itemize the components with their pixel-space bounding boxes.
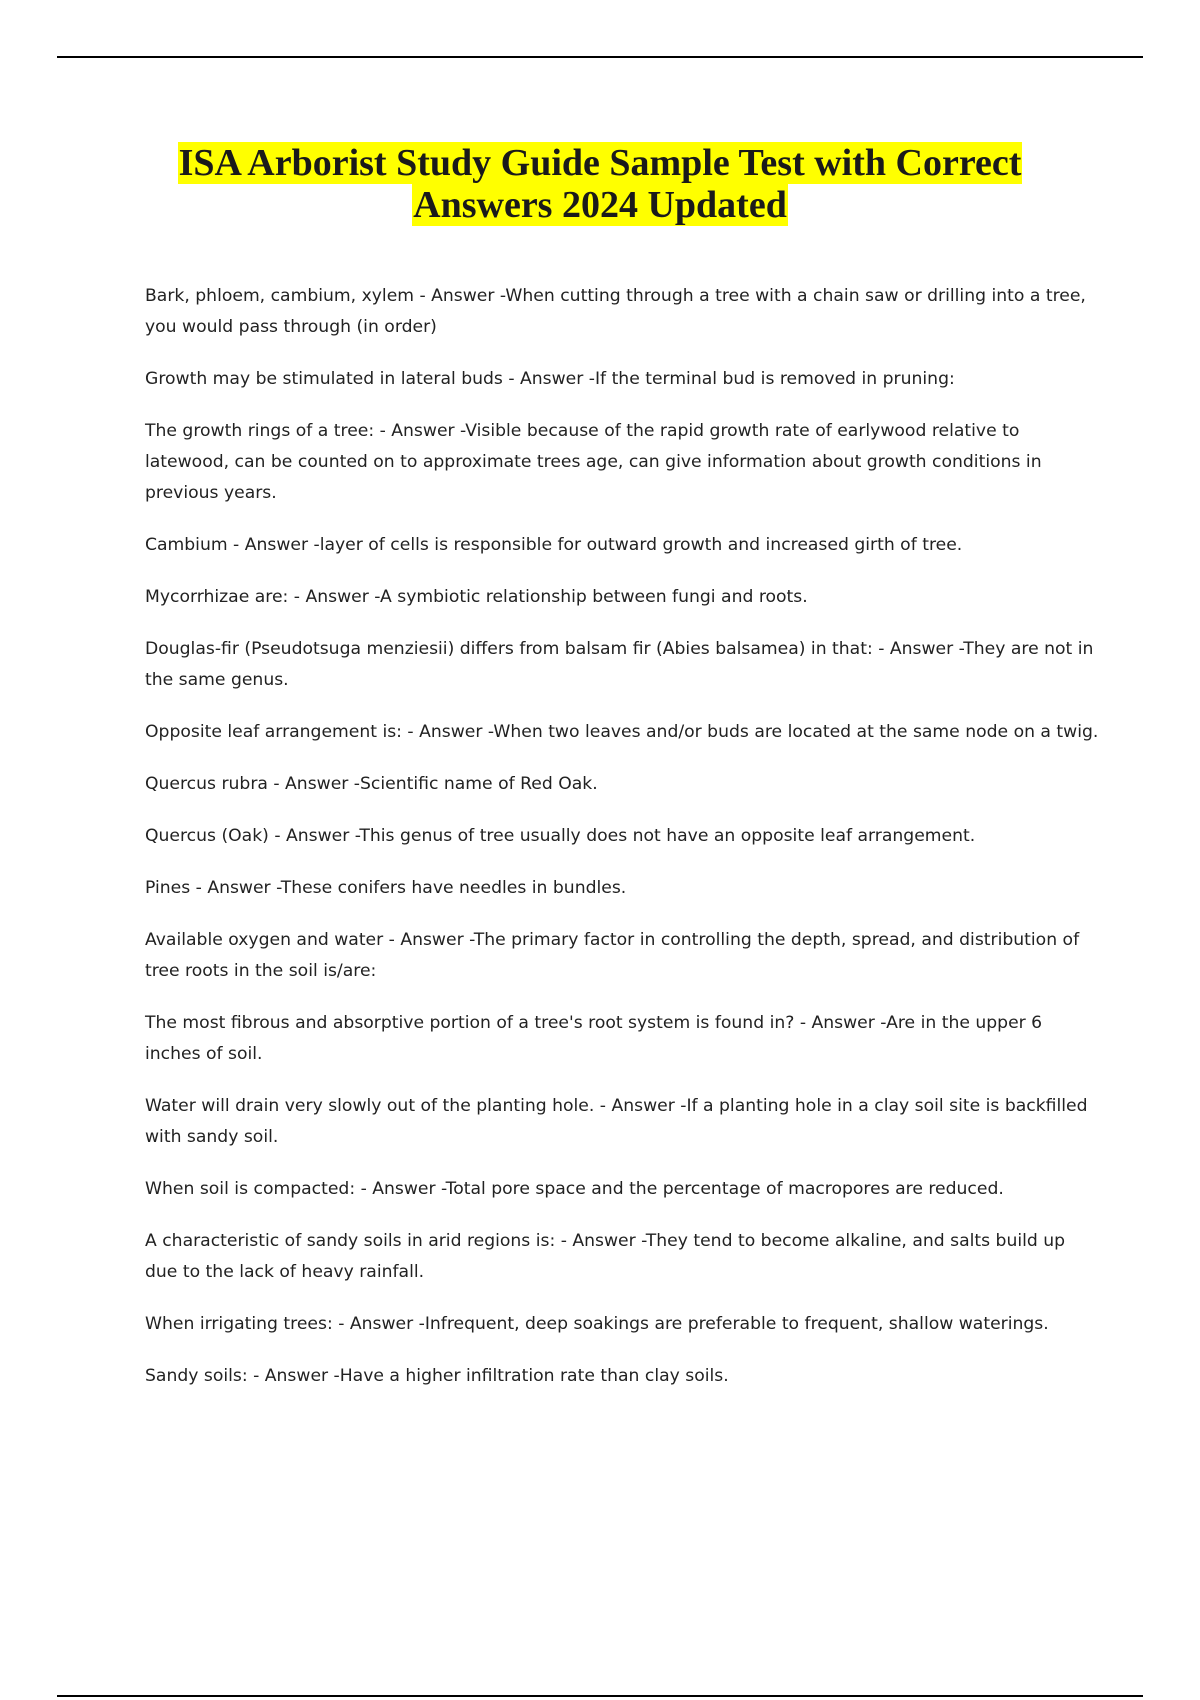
qa-entry: When soil is compacted: - Answer -Total pore space and the percentage of macropores are reduced. bbox=[145, 1179, 1004, 1199]
qa-entry: Bark, phloem, cambium, xylem - Answer -When cutting through a tree with a chain saw or drilling into a tree, you would pass through (in order) bbox=[145, 286, 1086, 337]
qa-entry: When irrigating trees: - Answer -Infrequent, deep soakings are preferable to frequent, shallow waterings. bbox=[145, 1314, 1049, 1334]
footer-rule bbox=[57, 1695, 1143, 1697]
question-answer-list bbox=[145, 281, 1100, 1413]
page-title bbox=[100, 142, 1100, 226]
qa-entry: Douglas-fir (Pseudotsuga menziesii) differs from balsam fir (Abies balsamea) in that: - Answer -They are not in the same genus. bbox=[145, 639, 1094, 690]
qa-entry: Opposite leaf arrangement is: - Answer -When two leaves and/or buds are located at the same node on a twig. bbox=[145, 722, 1099, 742]
qa-entry: The most fibrous and absorptive portion of a tree's root system is found in? - Answer -Are in the upper 6 inches of soil. bbox=[145, 1013, 1043, 1064]
qa-entry: Growth may be stimulated in lateral buds - Answer -If the terminal bud is removed in pruning: bbox=[145, 369, 955, 389]
qa-entry: Pines - Answer -These conifers have needles in bundles. bbox=[145, 878, 627, 898]
qa-entry: Cambium - Answer -layer of cells is responsible for outward growth and increased girth of tree. bbox=[145, 535, 963, 555]
qa-entry: Sandy soils: - Answer -Have a higher infiltration rate than clay soils. bbox=[145, 1366, 729, 1386]
title-line-1: ISA Arborist Study Guide Sample Test with Correct bbox=[178, 142, 1022, 184]
qa-entry: A characteristic of sandy soils in arid regions is: - Answer -They tend to become alkaline, and salts build up due to the lack of heavy rainfall. bbox=[145, 1231, 1066, 1282]
qa-entry: Quercus (Oak) - Answer -This genus of tree usually does not have an opposite leaf arrangement. bbox=[145, 826, 976, 846]
qa-entry: Quercus rubra - Answer -Scientific name of Red Oak. bbox=[145, 774, 598, 794]
qa-entry: Water will drain very slowly out of the planting hole. - Answer -If a planting hole in a clay soil site is backfilled with sandy soil. bbox=[145, 1096, 1088, 1147]
qa-entry: The growth rings of a tree: - Answer -Visible because of the rapid growth rate of earlywood relative to latewood, can be counted on to approximate trees age, can give information about growth conditions in previous years. bbox=[145, 421, 1042, 503]
qa-entry: Mycorrhizae are: - Answer -A symbiotic relationship between fungi and roots. bbox=[145, 587, 808, 607]
title-line-2: Answers 2024 Updated bbox=[413, 184, 787, 226]
qa-entry: Available oxygen and water - Answer -The primary factor in controlling the depth, spread, and distribution of tree roots in the soil is/are: bbox=[145, 930, 1080, 981]
header-rule bbox=[57, 56, 1143, 58]
